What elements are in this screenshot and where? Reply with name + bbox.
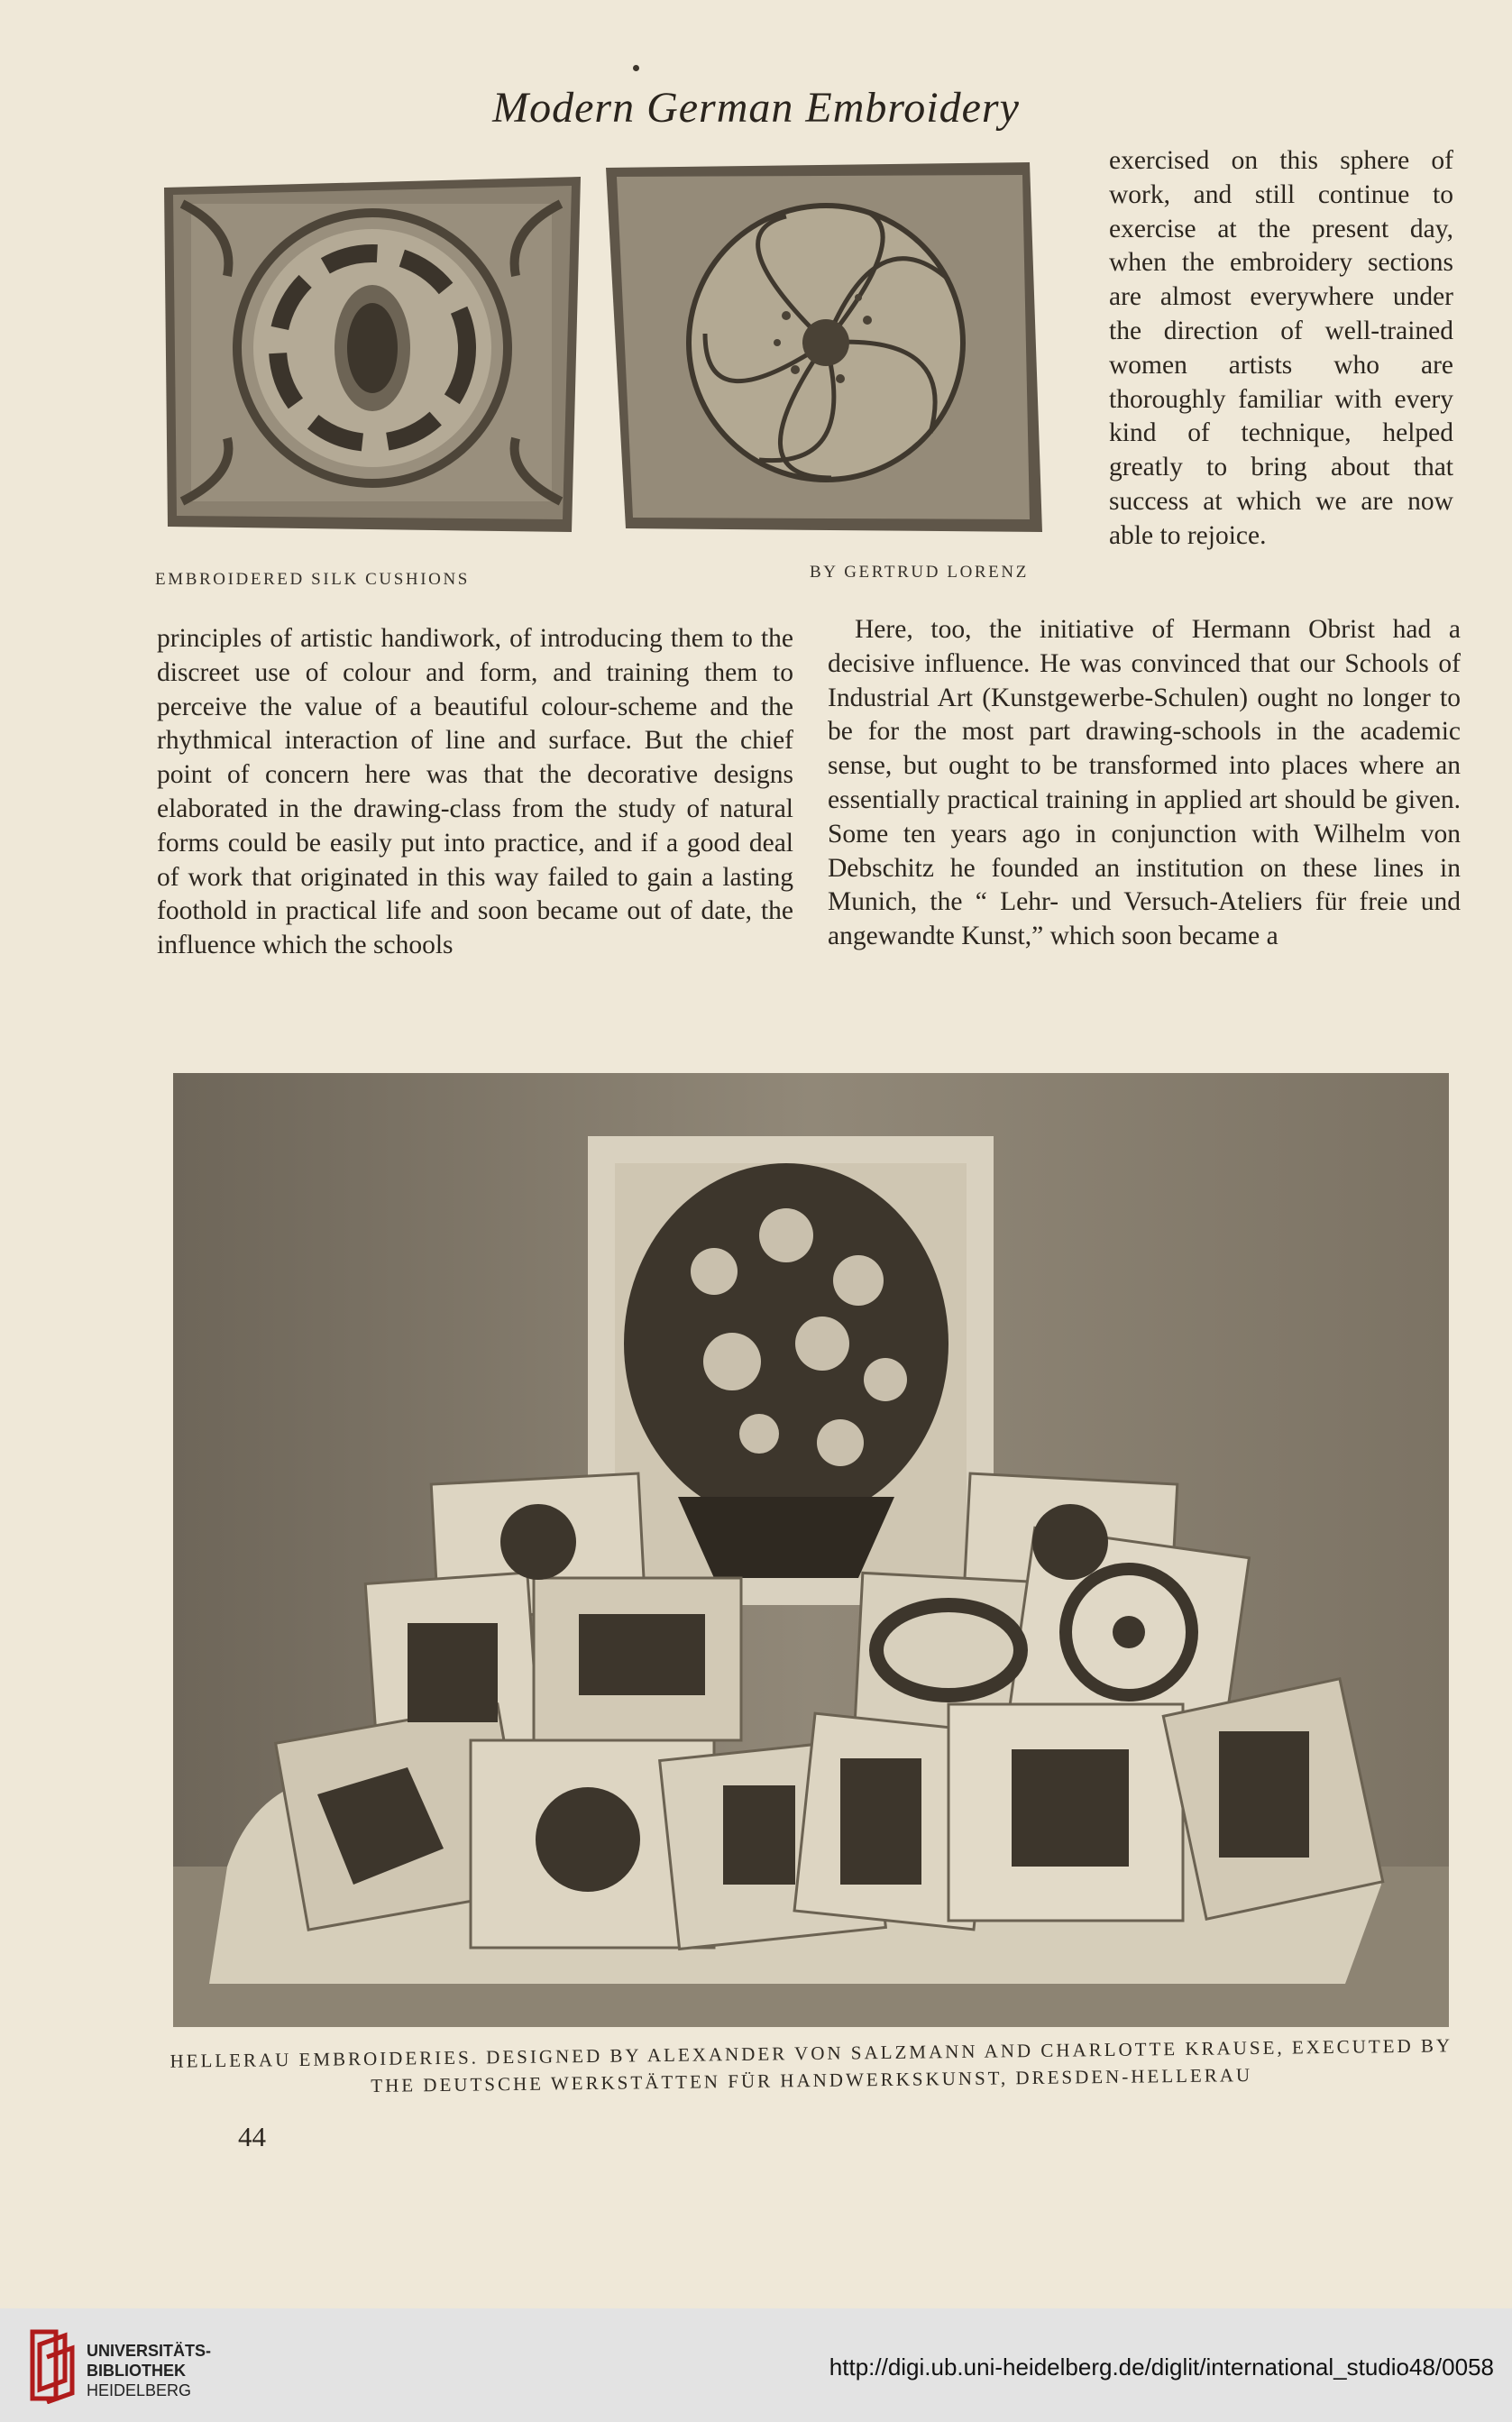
cushion-photo-right	[606, 162, 1042, 532]
page-number: 44	[238, 2121, 266, 2152]
figure-caption-right: BY GERTRUD LORENZ	[810, 563, 1029, 582]
running-header: Modern German Embroidery	[492, 84, 1020, 132]
library-logo-icon	[20, 2326, 78, 2404]
text-column-top-right	[1109, 144, 1453, 554]
library-name-line: UNIVERSITÄTS-	[87, 2342, 212, 2360]
figure-caption-left: EMBROIDERED SILK CUSHIONS	[155, 570, 470, 589]
library-name	[87, 2341, 211, 2400]
text-column-right	[828, 613, 1461, 954]
page-mark	[633, 65, 639, 71]
paragraph: Here, too, the initiative of Hermann Obrist had a decisive influence. He was convinced that our Schools of Industrial Art (Kunstgewerbe-Schulen) ought no longer to be for the most part drawing-schools in the academic sense, but ought to be transformed into places where an essentially practical training in applied art should be given. Some ten years ago in conjunction with Wilhelm von Debschitz he founded an institution on these lines in Munich, the “ Lehr- und Versuch-Ateliers für freie und angewandte Kunst,” which soon became a	[828, 615, 1461, 951]
hellerau-embroideries-photo	[173, 1073, 1449, 2027]
text-column-left	[157, 622, 793, 963]
caption-line: HELLERAU EMBROIDERIES. DESIGNED BY ALEXANDER VON SALZMANN AND CHARLOTTE KRAUSE, EXECUTED BY	[170, 2034, 1453, 2072]
figure-caption-bottom	[144, 2032, 1480, 2102]
paragraph: exercised on this sphere of work, and still continue to exercise at the present day, when the embroidery sections are almost everywhere under the direction of well-trained women artists who are thoroughly familiar with every kind of technique, helped greatly to bring about that success at which we are now able to rejoice.	[1109, 146, 1453, 550]
digitization-footer	[0, 2308, 1512, 2422]
paragraph: principles of artistic handiwork, of introducing them to the discreet use of colour and form, and training them to perceive the value of a beautiful colour-scheme and the rhythmical interaction of line and surface. But the chief point of concern here was that the decorative designs elaborated in the drawing-class from the study of natural forms could be easily put into practice, and if a good deal of work that originated in this way failed to gain a lasting foothold in practical life and soon became out of date, the influence which the schools	[157, 624, 793, 960]
caption-line: THE DEUTSCHE WERKSTÄTTEN FÜR HANDWERKSKUNST, DRESDEN-HELLERAU	[371, 2064, 1253, 2096]
library-name-line: BIBLIOTHEK	[87, 2362, 186, 2380]
library-name-line: HEIDELBERG	[87, 2381, 192, 2399]
cushion-photo-left	[164, 177, 581, 532]
source-url-link[interactable]: http://digi.ub.uni-heidelberg.de/diglit/international_studio48/0058	[829, 2353, 1494, 2381]
